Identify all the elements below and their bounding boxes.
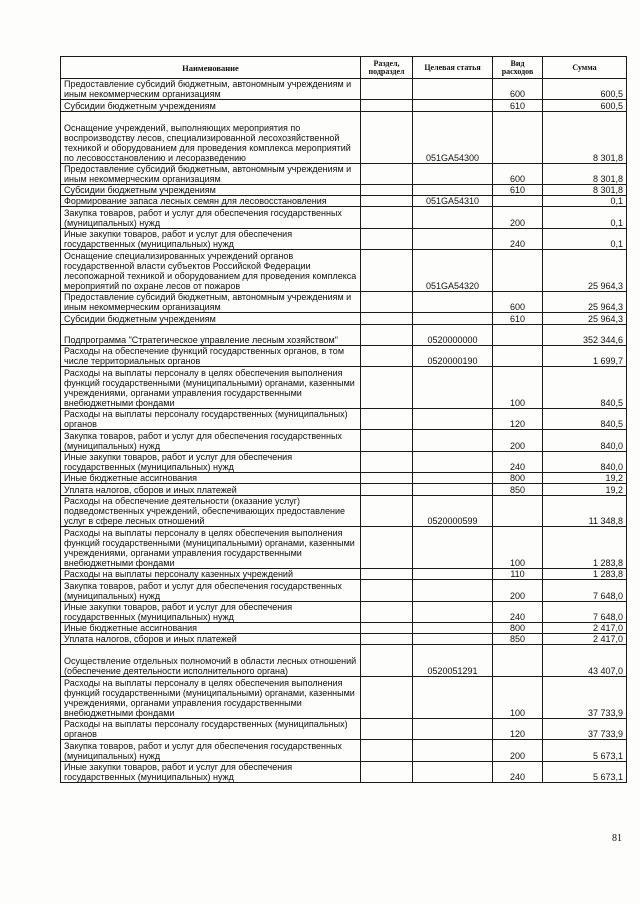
header-section: Раздел, подраздел: [361, 57, 413, 79]
cell-section: [361, 634, 413, 645]
cell-sum: 11 348,8: [543, 495, 627, 527]
table-row: [61, 228, 627, 249]
cell-section: [361, 409, 413, 430]
cell-target: [413, 367, 493, 409]
cell-type: 610: [493, 184, 543, 195]
cell-section: [361, 345, 413, 366]
cell-type: [493, 250, 543, 292]
cell-section: [361, 163, 413, 184]
cell-type: [493, 495, 543, 527]
cell-target: [413, 228, 493, 249]
cell-name: Оснащение специализированных учреждений органов государственной власти субъектов Российской Федерации лесопожарной техникой и оборудованием для проведения комплекса мероприятий по охране лесов от пожаров: [61, 250, 361, 292]
cell-section: [361, 184, 413, 195]
cell-type: 240: [493, 601, 543, 622]
cell-name: Субсидии бюджетным учреждениям: [61, 313, 361, 324]
cell-sum: 1 283,8: [543, 569, 627, 580]
cell-sum: 840,0: [543, 451, 627, 472]
cell-section: [361, 324, 413, 345]
cell-target: [413, 451, 493, 472]
cell-sum: 1 283,8: [543, 527, 627, 569]
cell-section: [361, 473, 413, 484]
cell-target: [413, 580, 493, 601]
cell-target: [413, 473, 493, 484]
cell-target: [413, 527, 493, 569]
cell-name: Расходы на выплаты персоналу государственных (муниципальных) органов: [61, 718, 361, 739]
table-row: [61, 324, 627, 345]
table-row: [61, 601, 627, 622]
cell-type: 850: [493, 484, 543, 495]
table-row: [61, 622, 627, 633]
cell-section: [361, 580, 413, 601]
cell-section: [361, 196, 413, 207]
cell-name: Закупка товаров, работ и услуг для обеспечения государственных (муниципальных) нужд: [61, 207, 361, 228]
cell-target: [413, 740, 493, 761]
cell-target: [413, 718, 493, 739]
cell-section: [361, 622, 413, 633]
header-sum: Сумма: [543, 57, 627, 79]
cell-sum: 43 407,0: [543, 645, 627, 677]
cell-sum: 352 344,6: [543, 324, 627, 345]
cell-sum: 600,5: [543, 100, 627, 111]
cell-type: [493, 324, 543, 345]
table-row: [61, 291, 627, 312]
cell-name: Субсидии бюджетным учреждениям: [61, 184, 361, 195]
cell-sum: 0,1: [543, 207, 627, 228]
cell-name: Субсидии бюджетным учреждениям: [61, 100, 361, 111]
table-row: [61, 451, 627, 472]
cell-type: 800: [493, 473, 543, 484]
cell-name: Предоставление субсидий бюджетным, автономным учреждениям и иным некоммерческим организациям: [61, 79, 361, 100]
cell-target: 0520000190: [413, 345, 493, 366]
cell-section: [361, 313, 413, 324]
table-row: [61, 345, 627, 366]
table-row: [61, 718, 627, 739]
table-row: [61, 527, 627, 569]
cell-sum: 600,5: [543, 79, 627, 100]
cell-type: 200: [493, 430, 543, 451]
cell-type: 200: [493, 580, 543, 601]
table-row: [61, 761, 627, 782]
table-row: [61, 740, 627, 761]
cell-sum: 19,2: [543, 484, 627, 495]
cell-name: Уплата налогов, сборов и иных платежей: [61, 634, 361, 645]
table-row: [61, 367, 627, 409]
cell-type: 100: [493, 676, 543, 718]
cell-type: [493, 196, 543, 207]
cell-sum: 840,0: [543, 430, 627, 451]
cell-section: [361, 718, 413, 739]
cell-name: Иные закупки товаров, работ и услуг для обеспечения государственных (муниципальных) нужд: [61, 451, 361, 472]
cell-name: Формирование запаса лесных семян для лесовосстановления: [61, 196, 361, 207]
cell-type: 120: [493, 718, 543, 739]
cell-section: [361, 111, 413, 163]
cell-type: 600: [493, 291, 543, 312]
cell-target: [413, 676, 493, 718]
table-row: [61, 184, 627, 195]
cell-type: 610: [493, 313, 543, 324]
cell-target: [413, 430, 493, 451]
cell-name: Иные закупки товаров, работ и услуг для обеспечения государственных (муниципальных) нужд: [61, 601, 361, 622]
cell-type: 610: [493, 100, 543, 111]
cell-target: [413, 761, 493, 782]
cell-section: [361, 569, 413, 580]
cell-type: 100: [493, 527, 543, 569]
cell-section: [361, 676, 413, 718]
table-row: [61, 495, 627, 527]
cell-section: [361, 601, 413, 622]
cell-type: [493, 345, 543, 366]
table-row: [61, 676, 627, 718]
cell-section: [361, 484, 413, 495]
cell-type: 850: [493, 634, 543, 645]
cell-name: Уплата налогов, сборов и иных платежей: [61, 484, 361, 495]
header-type: Вид расходов: [493, 57, 543, 79]
cell-section: [361, 645, 413, 677]
cell-type: 240: [493, 761, 543, 782]
cell-target: [413, 291, 493, 312]
cell-name: Закупка товаров, работ и услуг для обеспечения государственных (муниципальных) нужд: [61, 580, 361, 601]
cell-name: Предоставление субсидий бюджетным, автономным учреждениям и иным некоммерческим организациям: [61, 163, 361, 184]
cell-sum: 5 673,1: [543, 761, 627, 782]
cell-sum: 2 417,0: [543, 622, 627, 633]
cell-sum: 8 301,8: [543, 111, 627, 163]
cell-sum: 25 964,3: [543, 313, 627, 324]
cell-name: Иные закупки товаров, работ и услуг для обеспечения государственных (муниципальных) нужд: [61, 228, 361, 249]
cell-section: [361, 451, 413, 472]
cell-name: Расходы на выплаты персоналу в целях обеспечения выполнения функций государственными (муниципальными) органами, казенными учреждениями, органами управления государственными внебюджетными фондами: [61, 527, 361, 569]
table-row: [61, 207, 627, 228]
cell-sum: 37 733,9: [543, 718, 627, 739]
cell-target: [413, 484, 493, 495]
cell-target: [413, 100, 493, 111]
table-header: [61, 57, 627, 79]
cell-section: [361, 367, 413, 409]
table-row: [61, 569, 627, 580]
table-row: [61, 580, 627, 601]
cell-type: 200: [493, 740, 543, 761]
cell-target: [413, 622, 493, 633]
cell-target: 0520000000: [413, 324, 493, 345]
cell-sum: 840,5: [543, 409, 627, 430]
cell-name: Расходы на обеспечение функций государственных органов, в том числе территориальных органов: [61, 345, 361, 366]
cell-name: Закупка товаров, работ и услуг для обеспечения государственных (муниципальных) нужд: [61, 740, 361, 761]
cell-type: 800: [493, 622, 543, 633]
header-target: Целевая статья: [413, 57, 493, 79]
cell-name: Подпрограмма "Стратегическое управление лесным хозяйством": [61, 324, 361, 345]
cell-type: 120: [493, 409, 543, 430]
cell-type: 600: [493, 163, 543, 184]
cell-sum: 8 301,8: [543, 184, 627, 195]
cell-target: 051GA54310: [413, 196, 493, 207]
cell-name: Закупка товаров, работ и услуг для обеспечения государственных (муниципальных) нужд: [61, 430, 361, 451]
cell-target: 0520000599: [413, 495, 493, 527]
cell-target: 051GA54320: [413, 250, 493, 292]
cell-name: Осуществление отдельных полномочий в области лесных отношений (обеспечение деятельности исполнительного органа): [61, 645, 361, 677]
cell-section: [361, 100, 413, 111]
cell-section: [361, 79, 413, 100]
table-row: [61, 250, 627, 292]
cell-section: [361, 495, 413, 527]
table-row: [61, 313, 627, 324]
cell-section: [361, 207, 413, 228]
page-number: 81: [612, 833, 622, 844]
table-row: [61, 645, 627, 677]
cell-section: [361, 761, 413, 782]
cell-target: [413, 163, 493, 184]
table-row: [61, 111, 627, 163]
cell-section: [361, 527, 413, 569]
cell-type: 110: [493, 569, 543, 580]
cell-target: [413, 79, 493, 100]
cell-sum: 7 648,0: [543, 580, 627, 601]
cell-sum: 5 673,1: [543, 740, 627, 761]
cell-section: [361, 228, 413, 249]
cell-sum: 2 417,0: [543, 634, 627, 645]
cell-target: 0520051291: [413, 645, 493, 677]
cell-name: Иные закупки товаров, работ и услуг для обеспечения государственных (муниципальных) нужд: [61, 761, 361, 782]
cell-type: [493, 645, 543, 677]
cell-type: 600: [493, 79, 543, 100]
cell-target: 051GA54300: [413, 111, 493, 163]
cell-type: 240: [493, 451, 543, 472]
cell-target: [413, 601, 493, 622]
cell-sum: 0,1: [543, 228, 627, 249]
cell-type: 240: [493, 228, 543, 249]
cell-sum: 7 648,0: [543, 601, 627, 622]
table-row: [61, 163, 627, 184]
header-row: [61, 57, 627, 79]
cell-section: [361, 291, 413, 312]
table-row: [61, 430, 627, 451]
cell-sum: 840,5: [543, 367, 627, 409]
cell-name: Расходы на обеспечение деятельности (оказание услуг) подведомственных учреждений, обеспечивающих предоставление услуг в сфере лесных отношений: [61, 495, 361, 527]
cell-target: [413, 184, 493, 195]
cell-sum: 1 699,7: [543, 345, 627, 366]
cell-sum: 19,2: [543, 473, 627, 484]
cell-section: [361, 740, 413, 761]
cell-name: Иные бюджетные ассигнования: [61, 622, 361, 633]
cell-sum: 37 733,9: [543, 676, 627, 718]
cell-sum: 25 964,3: [543, 250, 627, 292]
cell-target: [413, 569, 493, 580]
cell-section: [361, 430, 413, 451]
cell-type: 100: [493, 367, 543, 409]
cell-type: 200: [493, 207, 543, 228]
table-row: [61, 79, 627, 100]
table-row: [61, 484, 627, 495]
budget-table: [60, 56, 627, 783]
cell-sum: 0,1: [543, 196, 627, 207]
cell-target: [413, 634, 493, 645]
cell-name: Расходы на выплаты персоналу в целях обеспечения выполнения функций государственными (муниципальными) органами, казенными учреждениями, органами управления государственными внебюджетными фондами: [61, 676, 361, 718]
table-row: [61, 100, 627, 111]
cell-sum: 25 964,3: [543, 291, 627, 312]
cell-name: Расходы на выплаты персоналу государственных (муниципальных) органов: [61, 409, 361, 430]
cell-type: [493, 111, 543, 163]
table-row: [61, 196, 627, 207]
cell-name: Предоставление субсидий бюджетным, автономным учреждениям и иным некоммерческим организациям: [61, 291, 361, 312]
table-row: [61, 473, 627, 484]
cell-name: Расходы на выплаты персоналу в целях обеспечения выполнения функций государственными (муниципальными) органами, казенными учреждениями, органами управления государственными внебюджетными фондами: [61, 367, 361, 409]
table-row: [61, 634, 627, 645]
cell-name: Иные бюджетные ассигнования: [61, 473, 361, 484]
cell-target: [413, 207, 493, 228]
cell-sum: 8 301,8: [543, 163, 627, 184]
cell-target: [413, 313, 493, 324]
cell-section: [361, 250, 413, 292]
cell-name: Оснащение учреждений, выполняющих мероприятия по воспроизводству лесов, специализированной лесохозяйственной техникой и оборудованием для проведения комплекса мероприятий по лесовосстановлению и лесоразведению: [61, 111, 361, 163]
cell-name: Расходы на выплаты персоналу казенных учреждений: [61, 569, 361, 580]
table-body: [61, 79, 627, 783]
cell-target: [413, 409, 493, 430]
header-name: Наименование: [61, 57, 361, 79]
table-row: [61, 409, 627, 430]
